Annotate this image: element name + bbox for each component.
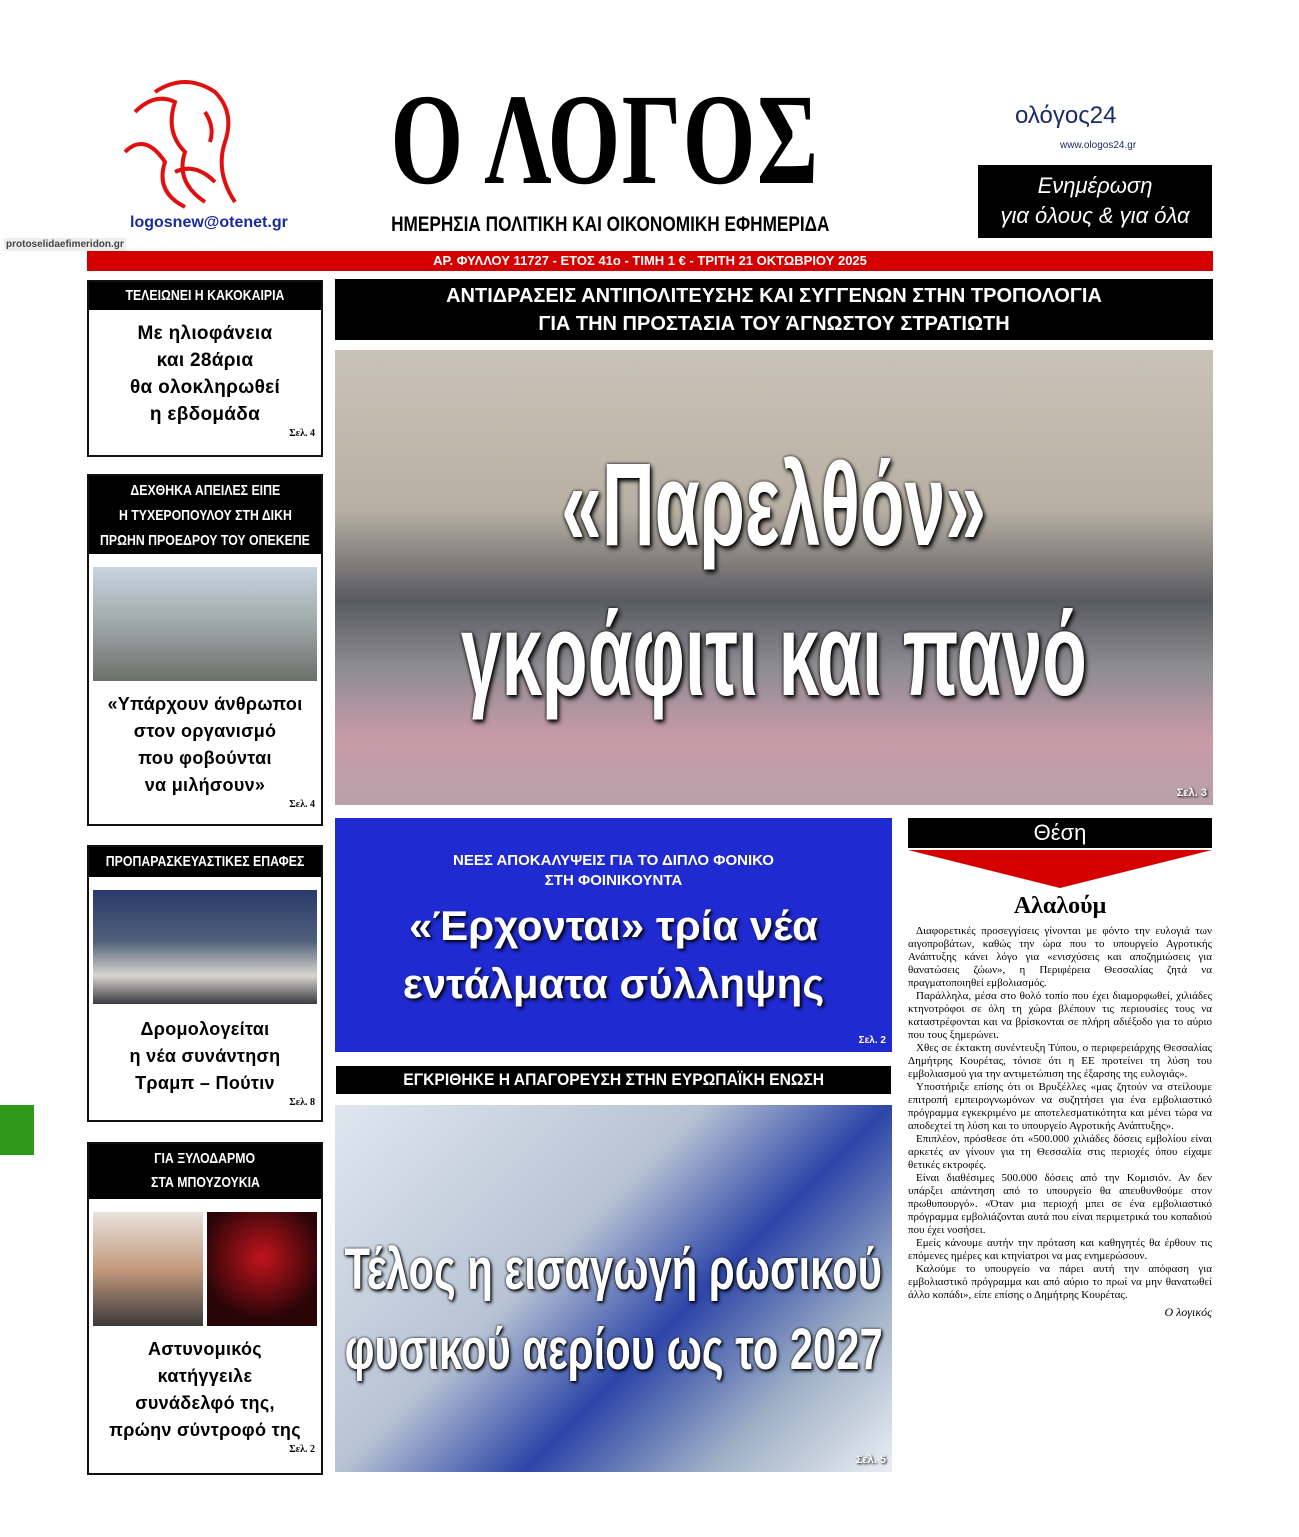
page-ref: Σελ. 8	[289, 1097, 315, 1108]
story-kicker: ΠΡΩΗΝ ΠΡΟΕΔΡΟΥ ΤΟΥ ΟΠΕΚΕΠΕ	[100, 532, 310, 549]
source-watermark: protoselidaefimeridon.gr	[6, 239, 124, 250]
story-kicker: ΓΙΑ ΞΥΛΟΔΑΡΜΟ	[154, 1150, 256, 1167]
story-headline-line: και 28άρια	[156, 350, 254, 371]
kicker-line: ΓΙΑ ΤΗΝ ΠΡΟΣΤΑΣΙΑ ΤΟΥ ΆΓΝΩΣΤΟΥ ΣΤΡΑΤΙΩΤΗ	[538, 313, 1010, 335]
headline-line: φυσικού αερίου ως το 2027	[344, 1317, 883, 1382]
gas-pipeline-photo[interactable]	[335, 1105, 892, 1472]
slogan-box	[978, 165, 1212, 238]
main-headline-line: «Παρελθόν»	[561, 439, 987, 571]
green-side-marker	[0, 1105, 34, 1155]
paragraph: Επιπλέον, πρόσθεσε ότι «500.000 χιλιάδες δόσεις εμβολίου είναι αρκετές αν γίνουν για τη Θεσσαλία στις περιοχές όπου είχαμε θετικές εκτροφές.	[908, 1133, 1212, 1171]
meeting-photo	[93, 890, 317, 1004]
masthead-wrap	[230, 70, 980, 210]
gas-story-kicker: ΕΓΚΡΙΘΗΚΕ Η ΑΠΑΓΟΡΕΥΣΗ ΣΤΗΝ ΕΥΡΩΠΑΪΚΗ ΕΝΩΣΗ	[403, 1070, 824, 1089]
unknown-soldier-photo[interactable]	[335, 350, 1213, 805]
main-headline-line: γκράφιτι και πανό	[460, 589, 1088, 721]
ologos24-logo	[1010, 80, 1180, 160]
paragraph: Εμείς κάνουμε αυτήν την πρόταση και καθηγητές θα έρθουν τις επόμενες ημέρες και κτηνίατροι να μας ενημερώσουν.	[908, 1237, 1212, 1262]
story-double-murder[interactable]	[335, 818, 892, 1052]
opekepe-building-photo	[93, 567, 317, 681]
paragraph: Χθες σε έκτακτη συνέντευξη Τύπου, ο περιφερειάρχης Θεσσαλίας Δημήτρης Κουρέτας, τόνισε ότι η ΕΕ προτείνει τη λύση του εμβολιασμού για την αντιμετώπιση της έξαρσης της ευλογιάς».	[908, 1042, 1212, 1080]
opinion-signature: Ο λογικός	[1164, 1305, 1212, 1319]
page-ref: Σελ. 2	[289, 1444, 315, 1455]
paragraph: Παράλληλα, μέσα στο θολό τοπίο που έχει διαμορφωθεί, χιλιάδες κτηνοτρόφοι σε όλη τη χώρα βλέπουν τις περιουσίες τους να καταστρέφονται και να βρίσκονται σε πλήρη αδιέξοδο για το αύριο που τους ξημερώνει.	[908, 990, 1212, 1041]
site-logo-text: ολόγος24	[1015, 102, 1117, 129]
story-headline-line: Με ηλιοφάνεια	[137, 323, 273, 344]
page-ref: Σελ. 4	[289, 428, 315, 439]
kicker-line: ΑΝΤΙΔΡΑΣΕΙΣ ΑΝΤΙΠΟΛΙΤΕΥΣΗΣ ΚΑΙ ΣΥΓΓΕΝΩΝ ΣΤΗΝ ΤΡΟΠΟΛΟΓΙΑ	[446, 285, 1102, 307]
paragraph: Καλούμε το υπουργείο να πάρει αυτή την απόφαση για εμβολιαστικό πρόγραμμα και από αύριο το πρωί να μην θανατωθεί άλλο κοπάδι», είπε επίσης ο Δημήτρης Κουρέτας.	[908, 1263, 1212, 1301]
issue-info-bar: ΑΡ. ΦΥΛΛΟΥ 11727 - ΕΤΟΣ 41ο - ΤΙΜΗ 1 € - ΤΡΙΤΗ 21 ΟΚΤΩΒΡΙΟΥ 2025	[87, 251, 1213, 271]
story-headline-line: Τραμπ – Πούτιν	[135, 1073, 275, 1093]
red-triangle-decoration	[908, 850, 1212, 888]
slogan-line: Ενημέρωση	[1037, 173, 1153, 198]
story-kicker: Η ΤΥΧΕΡΟΠΟΥΛΟΥ ΣΤΗ ΔΙΚΗ	[118, 507, 292, 524]
story-headline-line: συνάδελφό της,	[135, 1393, 275, 1413]
kicker-line: ΝΕΕΣ ΑΠΟΚΑΛΥΨΕΙΣ ΓΙΑ ΤΟ ΔΙΠΛΟ ΦΟΝΙΚΟ	[453, 852, 774, 869]
contact-email[interactable]: logosnew@otenet.gr	[130, 214, 288, 231]
story-headline-line: Δρομολογείται	[140, 1019, 270, 1039]
story-kicker: ΔΕΧΘΗΚΑ ΑΠΕΙΛΕΣ ΕΙΠΕ	[130, 482, 280, 499]
story-headline-line: στον οργανισμό	[133, 721, 277, 741]
page-ref: Σελ. 4	[289, 799, 315, 810]
story-headline-line: Αστυνομικός	[148, 1339, 262, 1359]
gas-story-kicker-bar	[336, 1066, 891, 1094]
story-trump-putin[interactable]	[87, 845, 323, 1122]
opinion-title: Αλαλούμ	[1013, 893, 1107, 919]
opinion-section-label: Θέση	[908, 818, 1212, 848]
story-headline-line: θα ολοκληρωθεί	[129, 377, 281, 398]
nightclub-photo	[207, 1212, 317, 1326]
site-url[interactable]: www.ologos24.gr	[1060, 140, 1137, 151]
opinion-body	[908, 925, 1212, 1319]
story-kicker: ΤΕΛΕΙΩΝΕΙ Η ΚΑΚΟΚΑΙΡΙΑ	[125, 287, 285, 304]
story-kicker: ΣΤΑ ΜΠΟΥΖΟΥΚΙΑ	[150, 1174, 260, 1191]
story-opekepe[interactable]	[87, 474, 323, 826]
masthead-subtitle-wrap	[300, 212, 920, 238]
story-headline-line: πρώην σύντροφό της	[109, 1420, 301, 1440]
paragraph: Διαφορετικές προσεγγίσεις γίνονται με φόντο την ευλογιά των αιγοπροβάτων, καθώς την ώρα που το υπουργείο Αγροτικής Ανάπτυξης κάνει λόγο για «ενισχύσεις και αποζημιώσεις για θανατώσεις ζώων», η Περιφέρεια Θεσσαλίας ζητά να πραγματοποιηθεί εμβολιασμός.	[908, 925, 1212, 989]
paragraph: Υποστήριξε επίσης ότι οι Βρυξέλλες «μας ζητούν να στείλουμε επιτροπή εμπειρογνωμόνων να συζητήσει για ένα εμβολιαστικό πρόγραμμα εγκεκριμένο με αποτελεσματικότητα και μένει τώρα να αποδεχτεί τη λύση και το υπουργείο Αγροτικής Ανάπτυξης».	[908, 1081, 1212, 1132]
woman-photo	[93, 1212, 203, 1326]
paragraph: Είναι διαθέσιμες 500.000 δόσεις από την Κομισιόν. Αν δεν υπάρξει απάντηση από το υπουργείο θα απευθυνθούμε στον πρωθυπουργό». «Όταν μια περιοχή μπει σε ένα εμβολιαστικό πρόγραμμα εμβολιάζονται αυτά που είναι περιμετρικά του κοπαδιού που έχει νοσήσει.	[908, 1172, 1212, 1236]
story-headline-line: κατήγγειλε	[157, 1366, 253, 1386]
story-headline-line: που φοβούνται	[138, 748, 272, 768]
slogan-line: για όλους & για όλα	[1000, 203, 1190, 228]
headline-line: Τέλος η εισαγωγή ρωσικού	[344, 1237, 883, 1302]
page-ref: Σελ. 3	[1176, 787, 1207, 799]
story-headline-line: να μιλήσουν»	[144, 775, 266, 795]
story-headline-line: η νέα συνάντηση	[129, 1046, 281, 1066]
story-headline-line: η εβδομάδα	[149, 404, 261, 425]
story-kicker: ΠΡΟΠΑΡΑΣΚΕΥΑΣΤΙΚΕΣ ΕΠΑΦΕΣ	[105, 853, 305, 870]
page-ref: Σελ. 2	[858, 1035, 886, 1046]
headline-line: εντάλματα σύλληψης	[402, 960, 825, 1007]
story-weather[interactable]	[87, 280, 323, 457]
main-story-kicker	[335, 279, 1213, 340]
story-headline-line: «Υπάρχουν άνθρωποι	[107, 694, 303, 714]
story-police-officer[interactable]	[87, 1142, 323, 1475]
page-ref: Σελ. 5	[855, 1454, 886, 1466]
headline-line: «Έρχονται» τρία νέα	[409, 902, 818, 949]
masthead: Ο ΛΟΓΟΣ	[390, 68, 820, 212]
kicker-line: ΣΤΗ ΦΟΙΝΙΚΟΥΝΤΑ	[544, 872, 683, 889]
masthead-subtitle: ΗΜΕΡΗΣΙΑ ΠΟΛΙΤΙΚΗ ΚΑΙ ΟΙΚΟΝΟΜΙΚΗ ΕΦΗΜΕΡΙΔΑ	[390, 213, 830, 236]
